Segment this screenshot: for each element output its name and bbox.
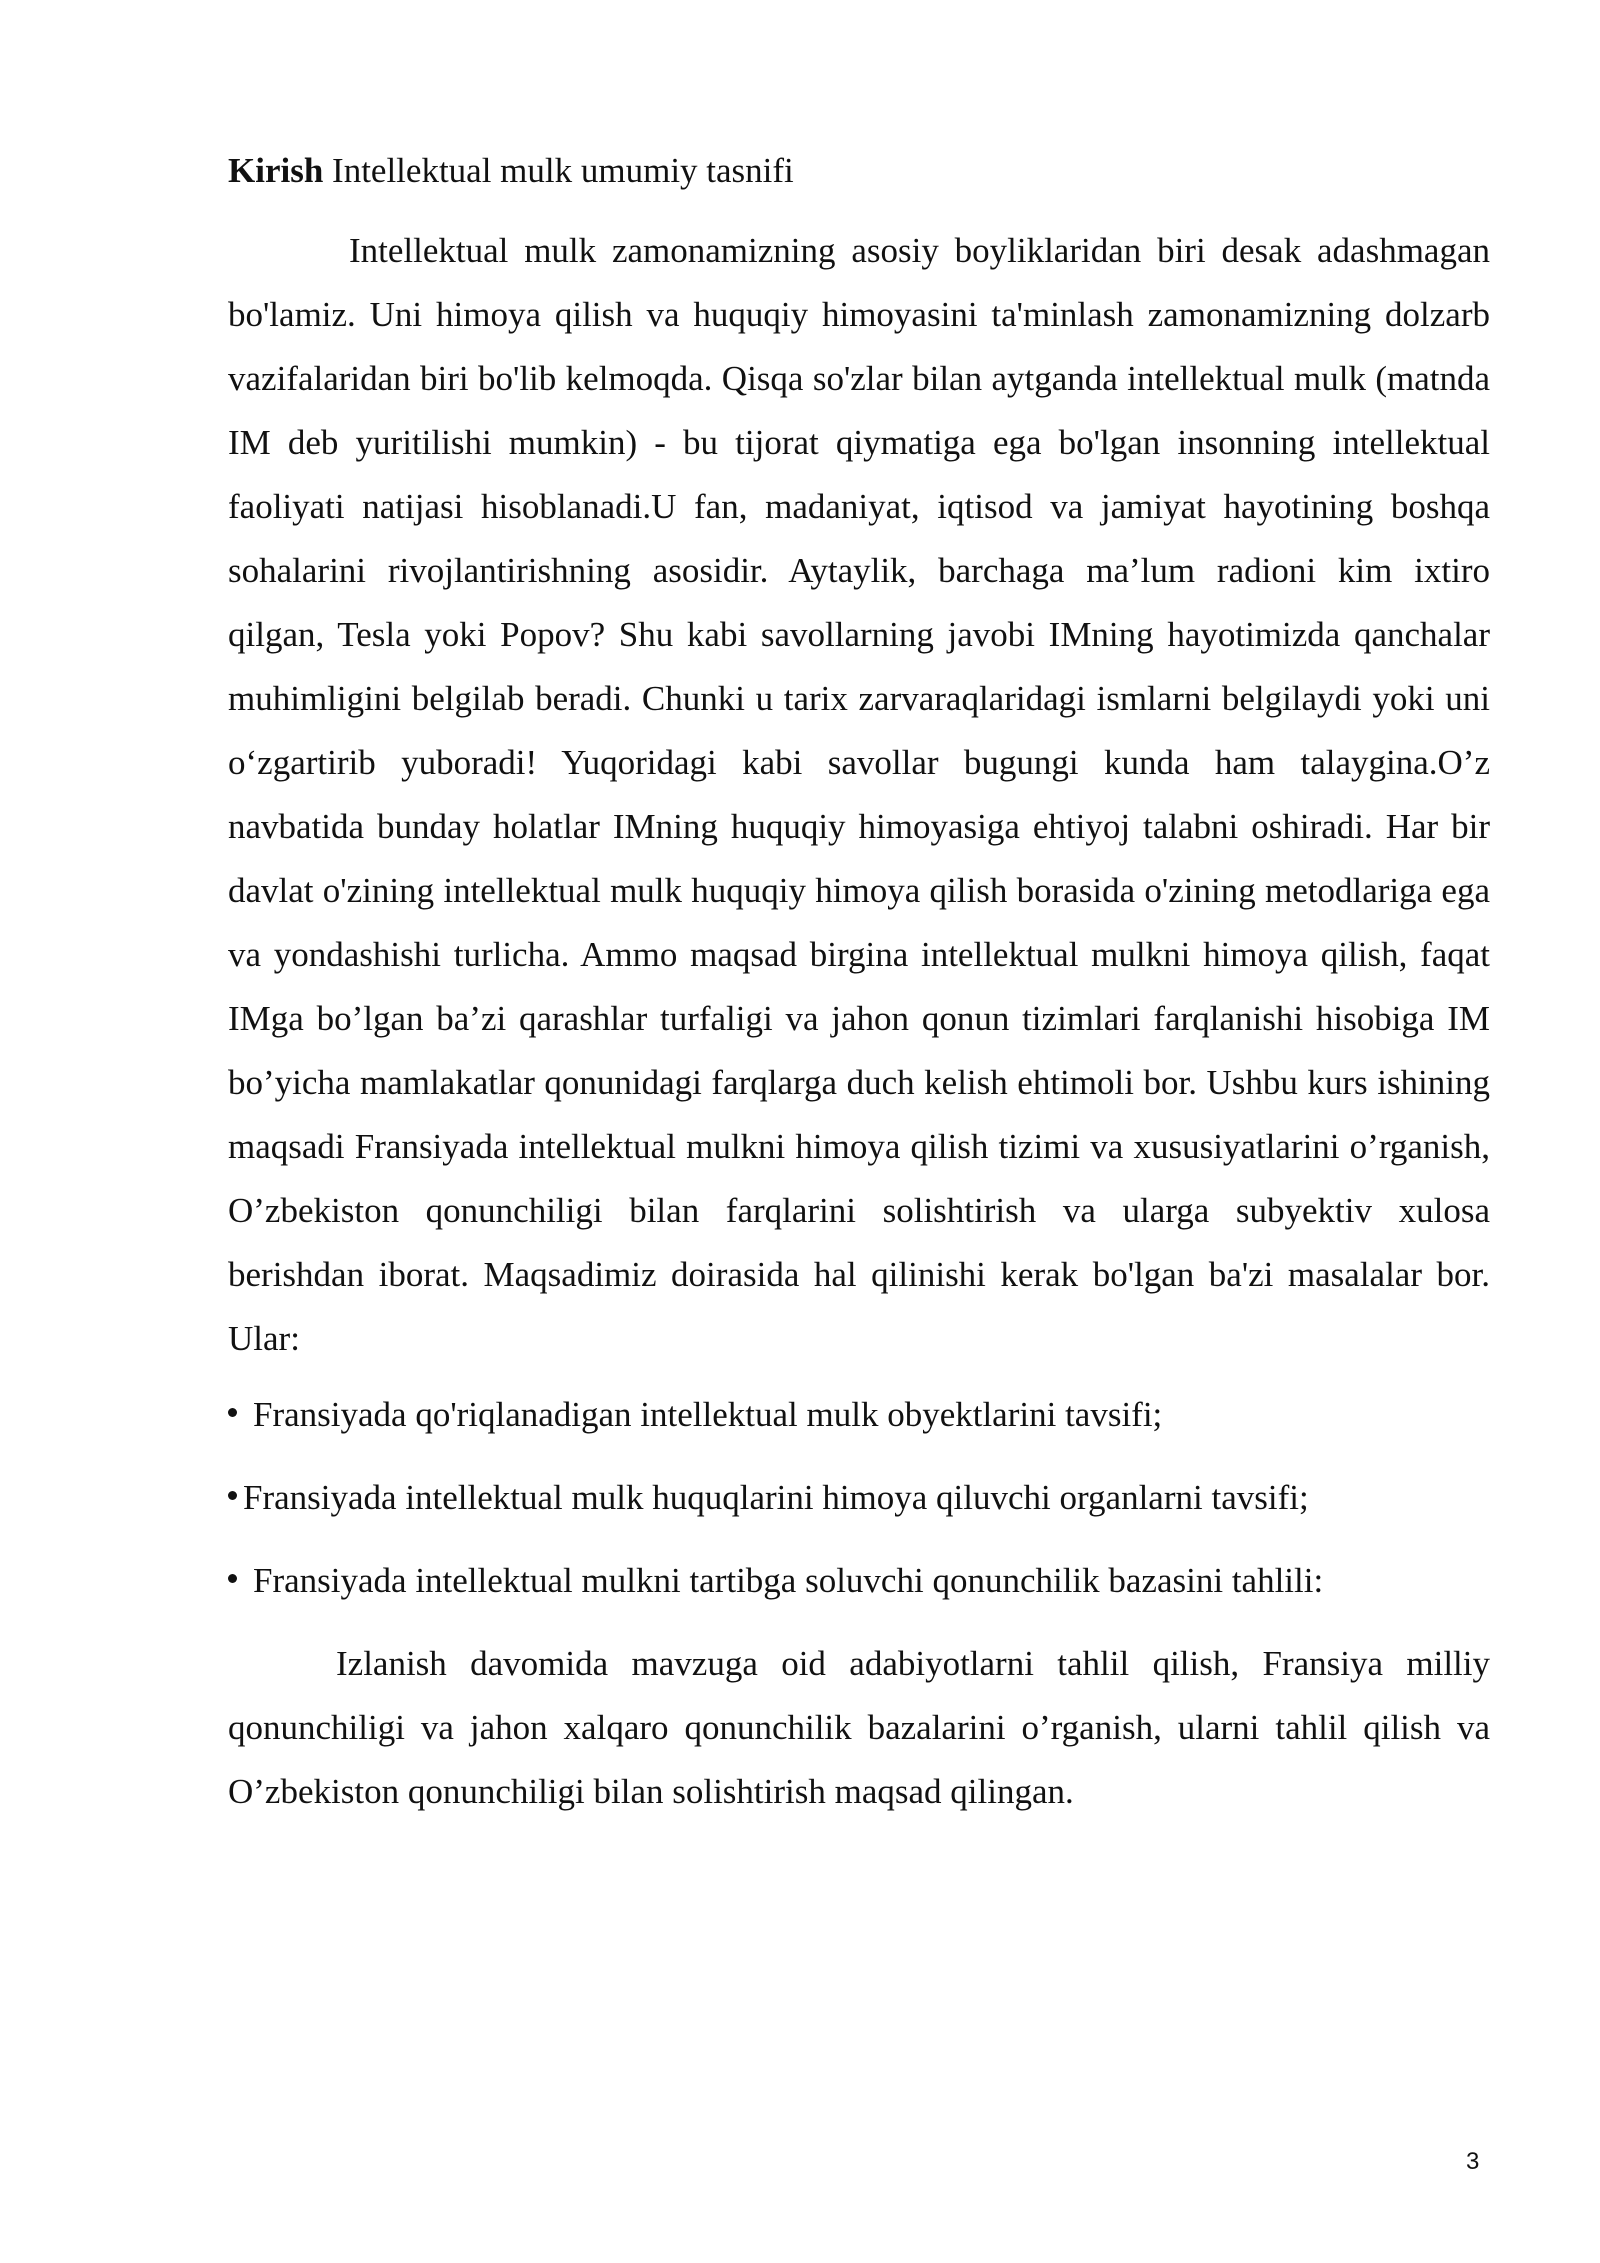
page-number: 3 — [1466, 2148, 1480, 2175]
list-item-text: Fransiyada intellektual mulkni tartibga soluvchi qonunchilik bazasini tahlili: — [253, 1561, 1324, 1600]
list-item — [228, 1466, 1490, 1530]
heading-bold-label: Kirish — [228, 151, 324, 190]
list-item — [228, 1549, 1490, 1613]
section-heading — [228, 145, 1490, 197]
list-item-text: Fransiyada intellektual mulk huquqlarini himoya qiluvchi organlarni tavsifi; — [243, 1478, 1309, 1517]
list-item-text: Fransiyada qo'riqlanadigan intellektual mulk obyektlarini tavsifi; — [253, 1395, 1163, 1434]
bullet-icon — [228, 1491, 237, 1500]
intro-paragraph: Intellektual mulk zamonamizning asosiy boyliklaridan biri desak adashmagan bo'lamiz. Uni himoya qilish va huquqiy himoyasini ta'minlash zamonamizning dolzarb vazifalaridan biri bo'lib kelmoqda. Qisqa so'zlar bilan aytganda intellektual mulk (matnda IM deb yuritilishi mumkin) - bu tijorat qiymatiga ega bo'lgan insonning intellektual faoliyati natijasi hisoblanadi.U fan, madaniyat, iqtisod va jamiyat hayotining boshqa sohalarini rivojlantirishning asosidir. Aytaylik, barchaga ma’lum radioni kim ixtiro qilgan, Tesla yoki Popov? Shu kabi savollarning javobi IMning hayotimizda qanchalar muhimligini belgilab beradi. Chunki u tarix zarvaraqlaridagi ismlarni belgilaydi yoki uni o‘zgartirib yuboradi! Yuqoridagi kabi savollar bugungi kunda ham talaygina.O’z navbatida bunday holatlar IMning huquqiy himoyasiga ehtiyoj talabni oshiradi. Har bir davlat o'zining intellektual mulk huquqiy himoya qilish borasida o'zining metodlariga ega va yondashishi turlicha. Ammo maqsad birgina intellektual mulkni himoya qilish, faqat IMga bo’lgan ba’zi qarashlar turfaligi va jahon qonun tizimlari farqlanishi hisobiga IM bo’yicha mamlakatlar qonunidagi farqlarga duch kelish ehtimoli bor. Ushbu kurs ishining maqsadi Fransiyada intellektual mulkni himoya qilish tizimi va xususiyatlarini o’rganish, O’zbekiston qonunchiligi bilan farqlarini solishtirish va ularga subyektiv xulosa berishdan iborat. Maqsadimiz doirasida hal qilinishi kerak bo'lgan ba'zi masalalar bor. Ular: — [228, 231, 1490, 1358]
bullet-icon — [228, 1408, 237, 1417]
page-content — [228, 145, 1490, 1824]
task-list — [228, 1383, 1490, 1613]
bullet-icon — [228, 1574, 237, 1583]
method-paragraph: Izlanish davomida mavzuga oid adabiyotlarni tahlil qilish, Fransiya milliy qonunchiligi va jahon xalqaro qonunchilik bazalarini o’rganish, ularni tahlil qilish va O’zbekiston qonunchiligi bilan solishtirish maqsad qilingan. — [228, 1644, 1490, 1811]
heading-title: Intellektual mulk umumiy tasnifi — [323, 151, 794, 190]
list-item — [228, 1383, 1490, 1447]
